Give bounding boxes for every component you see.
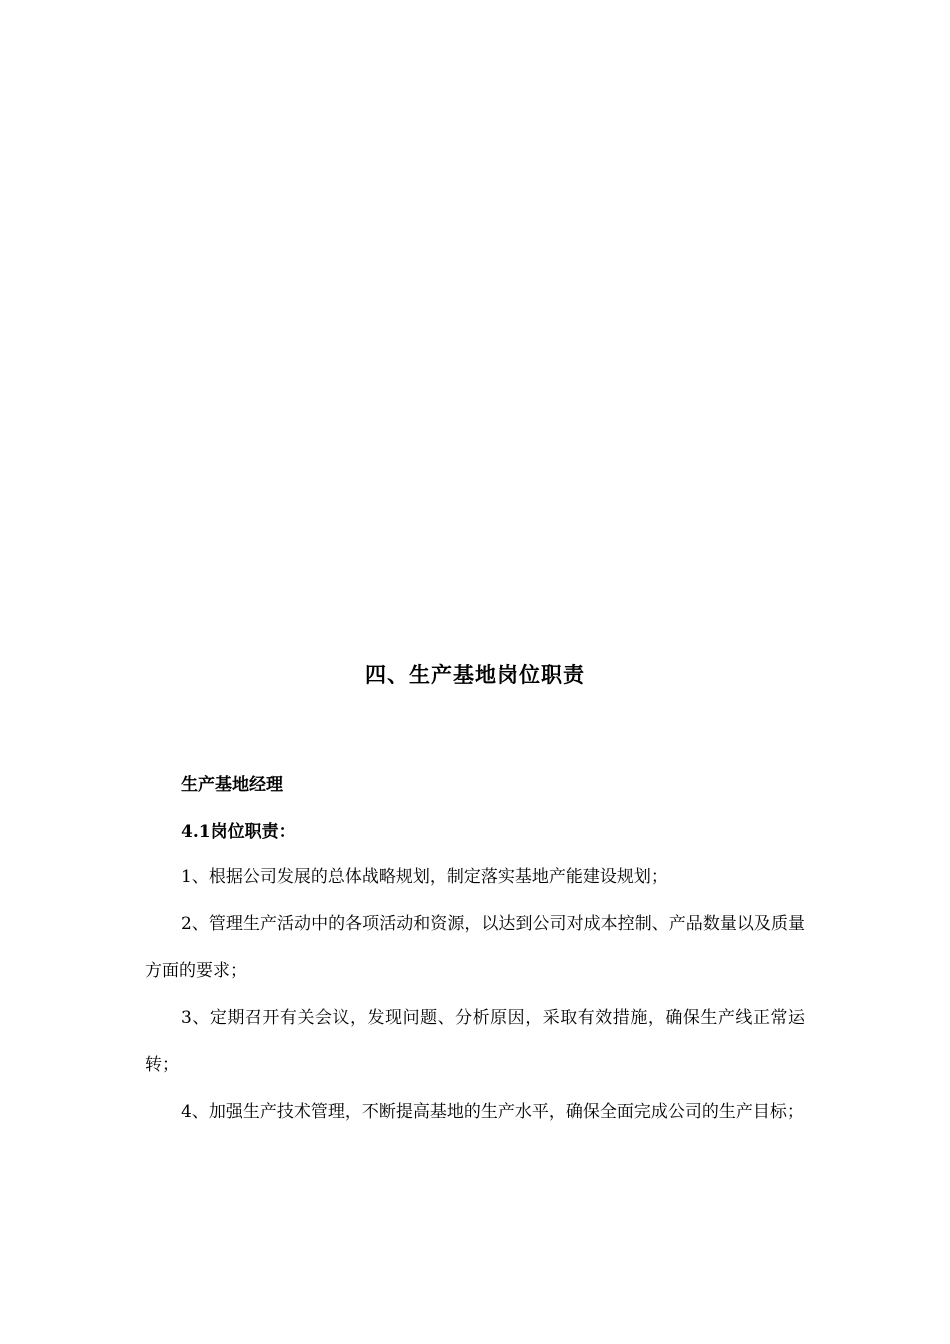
duty-paragraph-2: 2、管理生产活动中的各项活动和资源，以达到公司对成本控制、产品数量以及质量方面的要求；	[145, 914, 805, 981]
section-heading: 生产基地经理	[181, 775, 283, 795]
subsection-heading: 4.1岗位职责：	[181, 822, 296, 842]
chapter-title: 四、生产基地岗位职责	[365, 662, 585, 687]
duty-paragraph-3: 3、定期召开有关会议，发现问题、分析原因，采取有效措施，确保生产线正常运转；	[145, 1008, 805, 1075]
duty-paragraph-4: 4、加强生产技术管理，不断提高基地的生产水平，确保全面完成公司的生产目标；	[181, 1102, 804, 1122]
duty-paragraph-1: 1、根据公司发展的总体战略规划，制定落实基地产能建设规划；	[181, 867, 668, 887]
